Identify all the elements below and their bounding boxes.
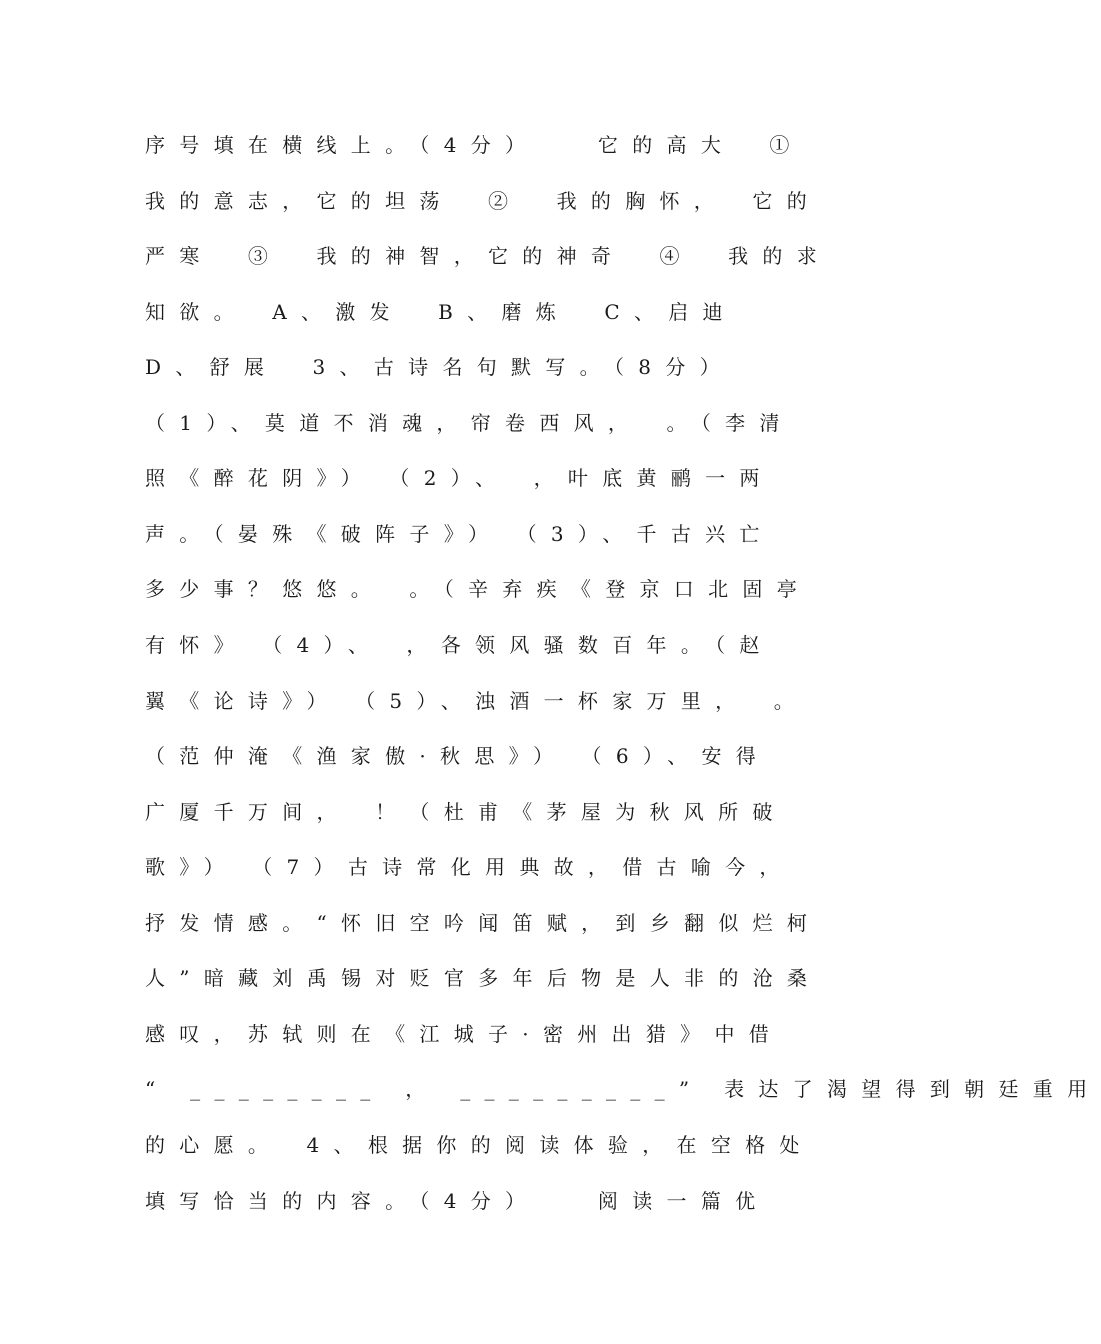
text-line: （范仲淹《渔家傲·秋思》） （6）、安得 <box>145 744 771 768</box>
text-line: “ ________ ， _________” 表达了渴望得到朝廷重用 <box>145 1077 1101 1101</box>
text-line: 有怀》 （4）、 ，各领风骚数百年。（赵 <box>145 633 774 657</box>
text-line: D、舒展 3、古诗名句默写。（8分） <box>145 355 734 379</box>
text-line: 我的意志，它的坦荡 ② 我的胸怀， 它的 <box>145 189 821 213</box>
text-line: 感叹，苏轼则在《江城子·密州出猎》中借 <box>145 1022 784 1046</box>
text-line: 照《醉花阴》） （2）、 ，叶底黄鹂一两 <box>145 466 774 490</box>
text-line: 人”暗藏刘禹锡对贬官多年后物是人非的沧桑 <box>145 966 822 990</box>
text-line: 的心愿。 4、根据你的阅读体验，在空格处 <box>145 1133 814 1157</box>
text-line: 填写恰当的内容。（4分） 阅读一篇优 <box>145 1189 770 1213</box>
text-line: 抒发情感。“怀旧空吟闻笛赋，到乡翻似烂柯 <box>145 911 822 935</box>
text-line: 知欲。 A、激发 B、磨炼 C、启迪 <box>145 300 737 324</box>
text-line: 序号填在横线上。（4分） 它的高大 ① <box>145 133 804 157</box>
text-line: 翼《论诗》） （5）、浊酒一杯家万里， 。 <box>145 689 809 713</box>
text-line: 广厦千万间， ！（杜甫《茅屋为秋风所破 <box>145 800 787 824</box>
text-line: （1）、莫道不消魂，帘卷西风， 。（李清 <box>145 411 794 435</box>
text-line: 歌》） （7）古诗常化用典故，借古喻今， <box>145 855 794 879</box>
text-line: 严寒 ③ 我的神智，它的神奇 ④ 我的求 <box>145 244 831 268</box>
text-line: 多少事？悠悠。 。（辛弃疾《登京口北固亭 <box>145 577 811 601</box>
text-line: 声。（晏殊《破阵子》） （3）、千古兴亡 <box>145 522 774 546</box>
